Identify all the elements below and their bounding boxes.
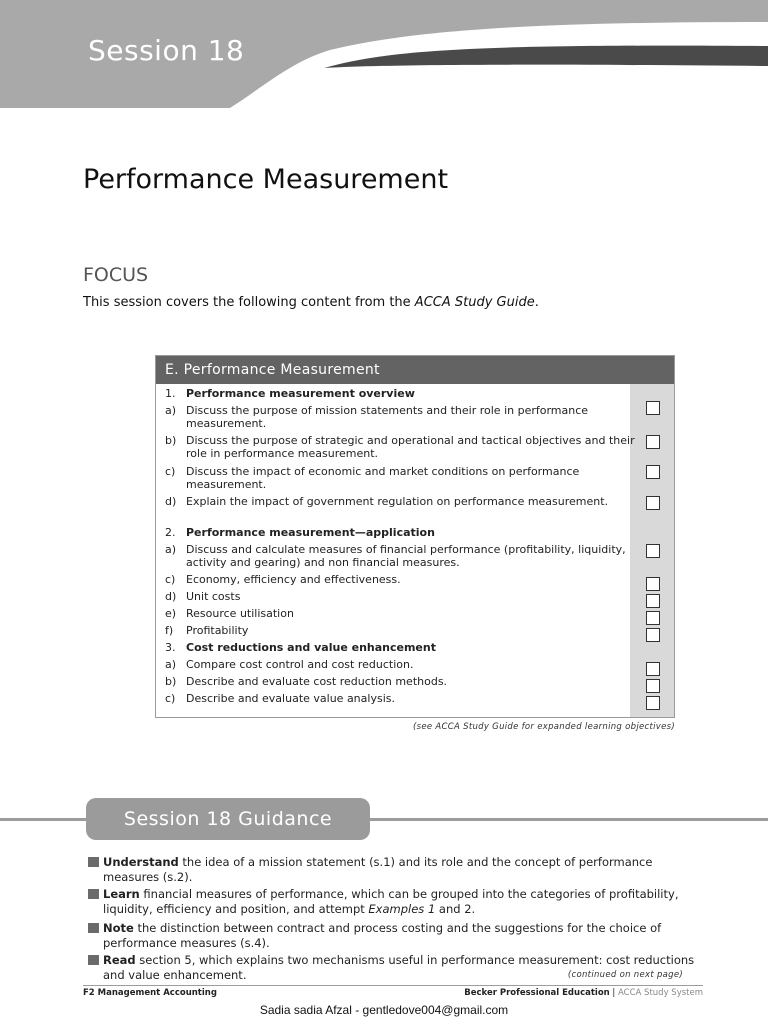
guide-row-item [165, 658, 635, 671]
bullet-square-icon [88, 955, 99, 965]
row-marker: 1. [165, 387, 176, 400]
row-marker: a) [165, 543, 177, 556]
focus-intro-prefix: This session covers the following content from the [83, 295, 415, 310]
checkbox[interactable] [646, 465, 660, 479]
row-marker: 2. [165, 526, 176, 539]
guide-row-item [165, 624, 635, 637]
page-title: Performance Measurement [83, 164, 449, 195]
row-text: Resource utilisation [186, 607, 294, 620]
checkbox[interactable] [646, 435, 660, 449]
guide-row-item [165, 675, 635, 688]
footer-publisher [464, 988, 703, 998]
bullet-square-icon [88, 923, 99, 933]
guidance-verb: Note [103, 921, 134, 935]
guide-row-item [165, 434, 635, 460]
row-text: Profitability [186, 624, 249, 637]
guidance-item [88, 887, 708, 916]
checkbox[interactable] [646, 577, 660, 591]
row-marker: b) [165, 434, 177, 447]
guidance-verb: Read [103, 953, 136, 967]
focus-intro-emphasis: ACCA Study Guide [414, 295, 535, 310]
guide-row-item [165, 495, 635, 508]
row-text: Discuss the impact of economic and market conditions on performance measurement. [186, 465, 580, 491]
row-marker: d) [165, 495, 177, 508]
guidance-item-text [103, 887, 708, 916]
publisher-name: Becker Professional Education [464, 988, 610, 998]
row-text: Discuss the purpose of mission statements and their role in performance measurement. [186, 404, 589, 430]
study-system-label: ACCA Study System [618, 988, 703, 998]
row-text: Explain the impact of government regulation on performance measurement. [186, 495, 609, 508]
study-guide-header: E. Performance Measurement [156, 356, 674, 384]
study-guide-box [155, 355, 675, 718]
guide-row-section [165, 387, 635, 400]
uploader-line: Sadia sadia Afzal - gentledove004@gmail.com [259, 1003, 509, 1017]
row-marker: d) [165, 590, 177, 603]
checkbox[interactable] [646, 496, 660, 510]
guidance-body: the idea of a mission statement (s.1) and its role and the concept of performance measures (s.2). [103, 855, 653, 884]
row-text: Describe and evaluate value analysis. [186, 692, 395, 705]
guide-row-item [165, 692, 635, 705]
footer-separator: | [609, 988, 618, 998]
guide-row-section [165, 641, 635, 654]
guidance-item [88, 855, 708, 884]
guide-row-item [165, 543, 635, 569]
study-guide-note: (see ACCA Study Guide for expanded learning objectives) [413, 722, 675, 732]
checkbox[interactable] [646, 628, 660, 642]
session-label: Session 18 [88, 34, 245, 67]
checkbox[interactable] [646, 696, 660, 710]
guidance-verb: Understand [103, 855, 179, 869]
checkbox[interactable] [646, 679, 660, 693]
row-text: Cost reductions and value enhancement [186, 641, 436, 654]
guidance-tail: and 2. [435, 901, 476, 916]
guidance-verb: Learn [103, 887, 140, 901]
bullet-square-icon [88, 889, 99, 899]
row-marker: 3. [165, 641, 176, 654]
row-marker: c) [165, 465, 176, 478]
guidance-body: section 5, which explains two mechanisms useful in performance measurement: cost reductions and value enhancement. [103, 953, 695, 982]
row-text: Discuss the purpose of strategic and operational and tactical objectives and their role in performance measurement. [186, 434, 635, 460]
focus-heading: FOCUS [83, 264, 149, 286]
guidance-item-text [103, 921, 708, 950]
checkbox[interactable] [646, 594, 660, 608]
bullet-square-icon [88, 857, 99, 867]
row-marker: e) [165, 607, 177, 620]
row-text: Performance measurement—application [186, 526, 435, 539]
row-marker: a) [165, 404, 177, 417]
guide-row-item [165, 465, 635, 491]
footer-divider [83, 985, 703, 986]
row-marker: c) [165, 573, 176, 586]
guidance-body: financial measures of performance, which can be grouped into the categories of profitability, liquidity, efficiency and position, and attempt [103, 887, 679, 916]
guidance-item [88, 921, 708, 950]
session-banner [0, 0, 768, 110]
guidance-title: Session 18 Guidance [86, 798, 370, 840]
row-text: Describe and evaluate cost reduction methods. [186, 675, 448, 688]
focus-intro [83, 295, 539, 310]
guidance-item-text [103, 855, 708, 884]
footer-course-title: F2 Management Accounting [83, 988, 217, 998]
row-marker: b) [165, 675, 177, 688]
row-text: Economy, efficiency and effectiveness. [186, 573, 401, 586]
row-text: Unit costs [186, 590, 241, 603]
row-marker: a) [165, 658, 177, 671]
row-text: Compare cost control and cost reduction. [186, 658, 414, 671]
guide-row-item [165, 573, 635, 586]
row-text: Performance measurement overview [186, 387, 415, 400]
row-marker: f) [165, 624, 174, 637]
continued-note: (continued on next page) [567, 970, 683, 980]
focus-intro-suffix: . [534, 295, 539, 310]
row-marker: c) [165, 692, 176, 705]
checkbox[interactable] [646, 662, 660, 676]
guidance-body: the distinction between contract and process costing and the suggestions for the choice of performance measures (s.4). [103, 921, 662, 950]
row-text: Discuss and calculate measures of financial performance (profitability, liquidity, activity and gearing) and non financial measures. [186, 543, 626, 569]
guidance-emphasis: Examples 1 [368, 901, 436, 916]
guide-row-item [165, 404, 635, 430]
guide-row-item [165, 590, 635, 603]
checkbox[interactable] [646, 401, 660, 415]
checkbox[interactable] [646, 611, 660, 625]
checkbox[interactable] [646, 544, 660, 558]
guide-row-section [165, 526, 635, 539]
guide-row-item [165, 607, 635, 620]
